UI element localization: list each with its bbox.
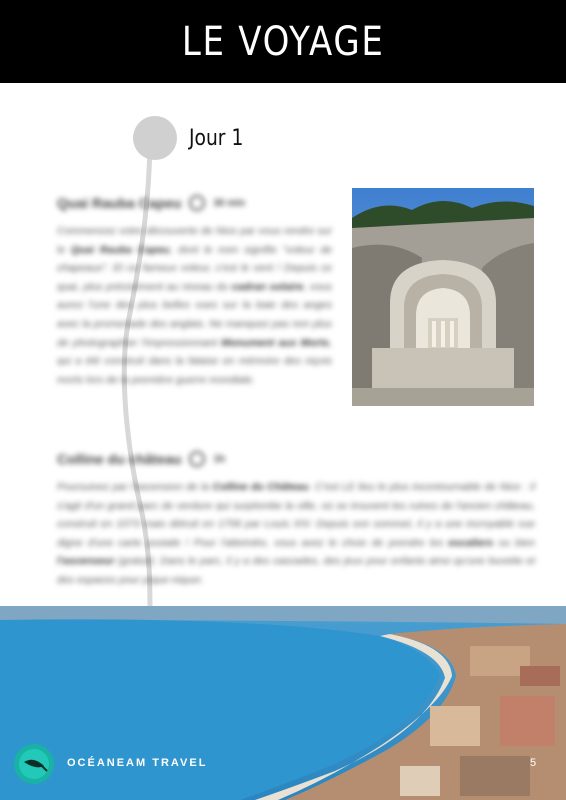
place-description-colline: [57, 478, 535, 590]
text-emphasis: Quai Rauba Capeu: [70, 243, 170, 256]
place-title-quai: [57, 195, 245, 211]
place-duration: 30 min: [213, 197, 246, 209]
text-segment: ou bien: [493, 536, 535, 549]
clock-icon: [189, 451, 205, 467]
text-segment: , vous aurez l'une des plus belles vues sur la baie des anges avec la promenade des anglais. Ne manquez pas non plus de photographier l'impressionnant: [57, 280, 332, 349]
text-segment: , dont le nom signifie "voleur de chapeaux". Et ce fameux voleur, c'est le vent ! Depuis ce quai, plus précisément au niveau du: [57, 243, 332, 293]
text-emphasis: Monument aux Morts: [221, 336, 330, 349]
place-name: Colline du château: [57, 451, 182, 467]
brand-logo: [14, 744, 54, 784]
text-segment: , qui a été construit dans la falaise en mémoire des niçois morts lors de la première guerre mondiale.: [57, 336, 332, 386]
place-duration: 1h: [213, 453, 226, 465]
day-title: Jour 1: [189, 126, 244, 151]
timeline-dot: [133, 116, 177, 160]
text-segment: Commencez votre découverte de Nice par vous rendre sur le: [57, 225, 332, 256]
clock-icon: [189, 195, 205, 211]
text-emphasis: l'ascenseur: [57, 555, 115, 568]
place-title-colline: [57, 451, 225, 467]
bay-photo: [0, 606, 566, 800]
monument-photo: [352, 188, 534, 406]
text-segment: (gratuit). Dans le parc, il y a des cascades, des jeux pour enfants ainsi qu'une buvette et des espaces pour pique-niquer.: [57, 555, 535, 586]
text-segment: Poursuivez par l'ascension de la: [57, 481, 213, 493]
text-emphasis: escaliers: [448, 536, 494, 549]
text-emphasis: Colline du Château: [212, 481, 309, 493]
brand-name: OCÉANEAM TRAVEL: [67, 757, 208, 769]
page-title: LE VOYAGE: [181, 18, 385, 65]
place-name: Quai Rauba Capeu: [57, 195, 182, 211]
text-emphasis: cadran solaire: [231, 280, 304, 293]
text-segment: . C'est LE lieu le plus incontournable de Nice : il s'agit d'un grand parc de verdure qui surplombe la ville, où se trouvent les ruines de l'ancien château, construit en 1073 mais détruit en 1706 par Louis XIV. Depuis son sommet, il y a une incroyable vue digne d'une carte postale ! Pour l'atteindre, vous avez le choix de prendre les: [57, 481, 535, 549]
page-header: [0, 0, 566, 83]
place-description-quai: [57, 222, 332, 389]
page-number: 5: [530, 757, 537, 769]
